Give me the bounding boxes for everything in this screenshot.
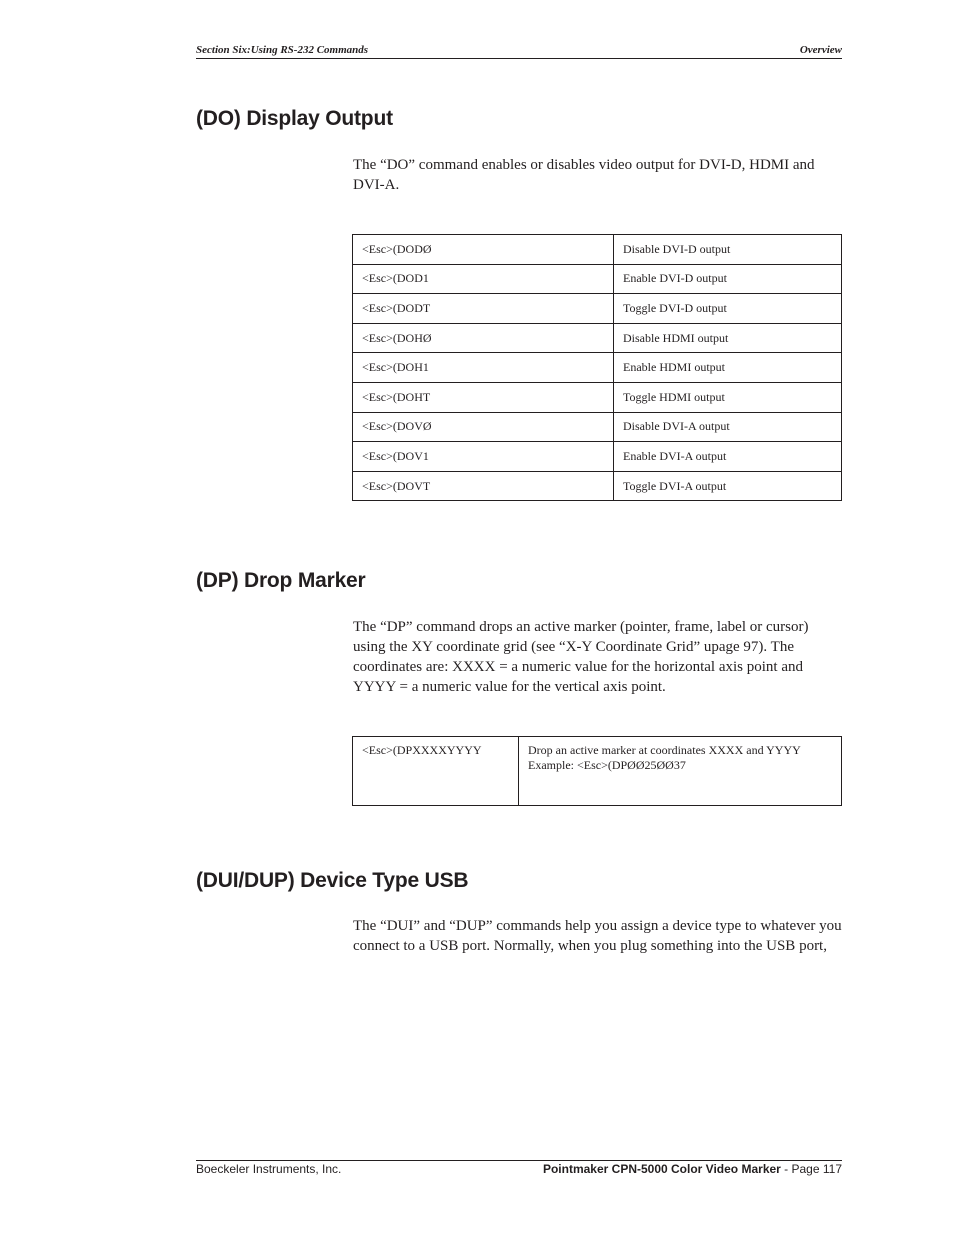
example-text: Example: <Esc>(DPØØ25ØØ37 — [528, 758, 686, 772]
table-row — [353, 353, 842, 383]
command-cell: <Esc>(DOH1 — [353, 353, 614, 383]
command-cell: <Esc>(DOVT — [353, 471, 614, 501]
table-row — [353, 235, 842, 265]
table-row — [353, 442, 842, 472]
command-cell: <Esc>(DPXXXXYYYY — [353, 737, 519, 806]
table-row — [353, 412, 842, 442]
command-cell: <Esc>(DOHT — [353, 382, 614, 412]
topic-title: Overview — [799, 44, 842, 56]
running-header — [196, 44, 842, 59]
table-row — [353, 323, 842, 353]
command-cell: <Esc>(DOD1 — [353, 264, 614, 294]
action-cell — [519, 737, 842, 806]
table-row — [353, 264, 842, 294]
table-row — [353, 382, 842, 412]
table-row — [353, 294, 842, 324]
dui-heading: (DUI/DUP) Device Type USB — [196, 869, 469, 892]
section-title: Section Six:Using RS-232 Commands — [196, 44, 369, 56]
dp-description: The “DP” command drops an active marker (pointer, frame, label or cursor) using the XY coordinate grid (see “X-Y Coordinate Grid” upage 97). The coordinates are: XXXX = a numeric value for the horizontal axis point and YYYY = a numeric value for the vertical axis point. — [353, 619, 809, 695]
command-cell: <Esc>(DODT — [353, 294, 614, 324]
page-number: - Page 117 — [780, 1162, 842, 1176]
action-cell: Enable DVI-A output — [614, 442, 842, 472]
action-cell: Disable HDMI output — [614, 323, 842, 353]
action-text: Drop an active marker at coordinates XXXX and YYYY — [528, 743, 801, 757]
table-row — [353, 737, 842, 806]
page-info — [543, 1162, 842, 1176]
command-cell: <Esc>(DOHØ — [353, 323, 614, 353]
action-cell: Enable HDMI output — [614, 353, 842, 383]
action-cell: Disable DVI-A output — [614, 412, 842, 442]
command-cell: <Esc>(DOV1 — [353, 442, 614, 472]
dp-heading: (DP) Drop Marker — [196, 569, 366, 592]
action-cell: Toggle HDMI output — [614, 382, 842, 412]
do-description: The “DO” command enables or disables video output for DVI-D, HDMI and DVI-A. — [353, 157, 815, 193]
running-footer — [196, 1160, 842, 1176]
action-cell: Toggle DVI-D output — [614, 294, 842, 324]
action-cell: Enable DVI-D output — [614, 264, 842, 294]
command-cell: <Esc>(DOVØ — [353, 412, 614, 442]
table-row — [353, 471, 842, 501]
command-cell: <Esc>(DODØ — [353, 235, 614, 265]
company-name: Boeckeler Instruments, Inc. — [196, 1162, 342, 1176]
do-command-table — [352, 234, 842, 501]
action-cell: Disable DVI-D output — [614, 235, 842, 265]
action-cell: Toggle DVI-A output — [614, 471, 842, 501]
do-heading: (DO) Display Output — [196, 107, 393, 130]
product-name: Pointmaker CPN-5000 Color Video Marker — [542, 1162, 781, 1176]
dp-command-table — [352, 736, 842, 806]
dui-description: The “DUI” and “DUP” commands help you assign a device type to whatever you connect to a USB port. Normally, when you plug something into the USB port, — [353, 918, 842, 954]
